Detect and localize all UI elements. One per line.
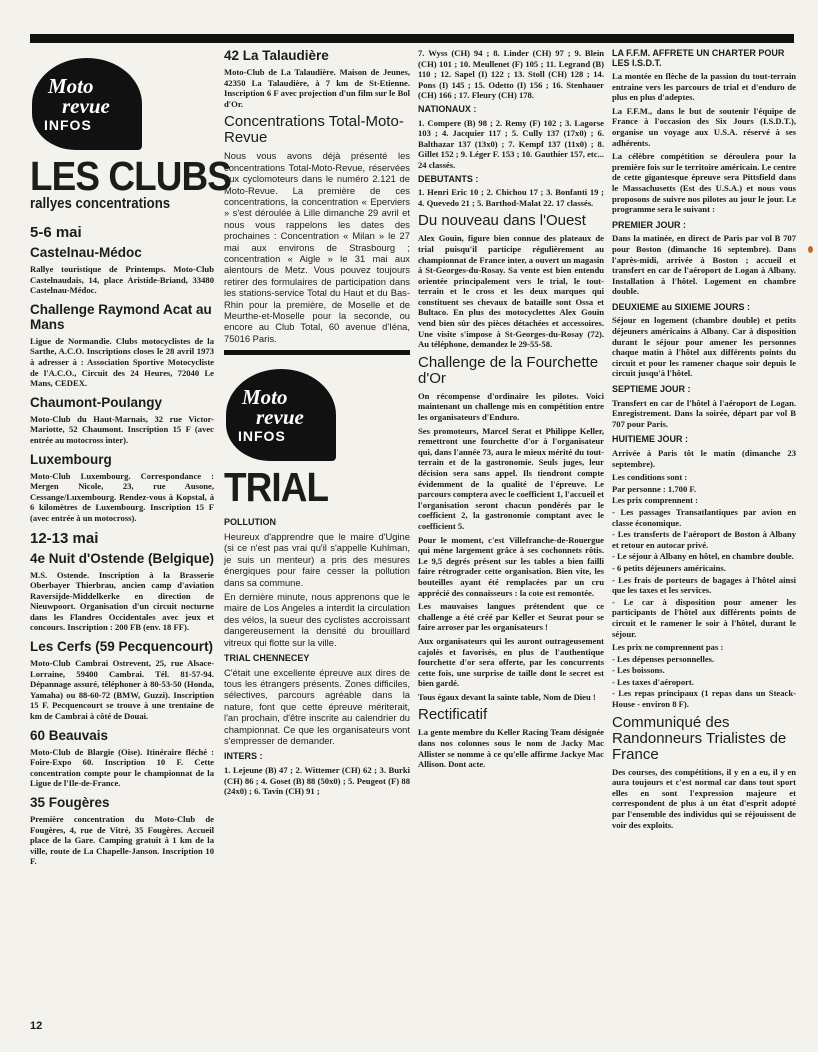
column-trial [224, 48, 410, 800]
day-text: Dans la matinée, en direct de Paris par vol B 707 pour Boston (dimanche 16 septembre). Dans l'après-midi, arrivée à Boston ; accueil et transfert en car de l'aéroport de Logan à Albany. Installation à l'hôtel. Logement en chambre double. [612, 233, 796, 297]
clubs-subtitle: rallyes concentrations [30, 195, 171, 212]
fourchette-text: Tous égaux devant la sainte table, Nom de Dieu ! [418, 691, 596, 702]
event-text: M.S. Ostende. Inscription à la Brasserie Oberbayer Thierbrau, ancien camp d'aviation Raversijde-Middelkerke en direction de Nieuwpoort. Organisation d'un circuit nocturne dans les Flandres Occidentales avec jeux et concours. Inscription : 200 FB (env. 18 FF). [30, 569, 214, 633]
rectificatif-heading: Rectificatif [418, 706, 488, 724]
event-place: Challenge Raymond Acat au Mans [30, 301, 212, 332]
chennecey-heading: TRIAL CHENNECEY [224, 652, 310, 663]
event-place: Castelnau-Médoc [30, 245, 142, 260]
fourchette-text: On récompense d'ordinaire les pilotes. Voici maintenant un challenge mis en compétition entre les organisateurs d'Enduro. [418, 390, 604, 423]
event-text: Moto-Club Cambrai Ostrevent, 25, rue Alsace-Lorraine, 59400 Cambrai. Tél. 81-57-94. Dépannage assuré, téléphoner à 80-53-50 (Honda, Yamaha) ou 88-60-72 (BMW, Guzzi). Inscription 15 F. Pecquencourt se trouve à une trentaine de km de Cambrai à côté de Douai. [30, 658, 214, 722]
event-place: Luxembourg [30, 451, 112, 467]
margin-mark [808, 246, 813, 253]
includes-item: - Les passages Transatlantiques par avion en classe économique. [612, 506, 796, 528]
day-heading: PREMIER JOUR : [612, 219, 687, 230]
ffm-text: La célèbre compétition se déroulera pour la première fois sur le territoire américain. Le centre de cette gigantesque épreuve sera Pittsfield dans le Massachusetts (Est des U.S.A.) et nous vous proposons de suivre nos pilotes au jour le jour. Le programme sera le suivant : [612, 151, 796, 215]
event-place: 60 Beauvais [30, 727, 109, 743]
includes-item: - 6 petits déjeuners américains. [612, 562, 726, 573]
includes-item: - Les frais de porteurs de bagages à l'hôtel ainsi que les taxes et les services. [612, 574, 796, 596]
includes-item: - Les transferts de l'aéroport de Boston à Albany et retour en autocar privé. [612, 529, 796, 550]
excludes-item: - Les repas principaux (1 repas dans un Steack-House - environ 8 F). [612, 688, 796, 710]
column-clubs [30, 48, 232, 870]
rectificatif-text: La gente membre du Keller Racing Team désignée dans nos colonnes sous le nom de Jacky Mac Allister se nomme à ce qu'elle affirme Jackye Mac Allison. Dont acte. [418, 727, 604, 770]
event-text: Première concentration du Moto-Club de Fougères, 4, rue de Vitré, 35 Fougères. Accueil place de la Gare. Camping gratuit à 1 km de la ville, route de La Chapelle-Janson. Inscription 10 F. [30, 814, 214, 867]
ffm-text: La F.F.M., dans le but de soutenir l'équipe de France à l'occasion des Six Jours (I.S.D.T.), organise un voyage aux U.S.A. réservé à ses adhérents. [612, 105, 796, 148]
clubs-title: LES CLUBS [30, 153, 232, 199]
fourchette-text: Les mauvaises langues prétendent que ce challenge a été créé par Keller et Seurat pour se faire arroser par les organisateurs ! [418, 601, 604, 633]
inters-heading: INTERS : [224, 751, 263, 762]
includes-heading: Les prix comprennent : [612, 495, 699, 506]
excludes-item: - Les dépenses personnelles. [612, 653, 715, 664]
pollution-text: En dernière minute, nous apprenons que le maire de Los Angeles a interdit la circulation des vélos, la sueur des cyclistes accroissant dangereusement la densité du brouillard vitreux qui flotte sur la ville. [224, 590, 410, 648]
pollution-text: Heureux d'apprendre que le maire d'Ugine (si ce n'est pas vrai qu'il s'appelle Kuhlman, je suis un menteur) a pris des mesures énergiques pour faire cesser la pollution dans sa commune. [224, 530, 410, 588]
excludes-heading: Les prix ne comprennent pas : [612, 642, 724, 653]
page-number: 12 [30, 1020, 43, 1032]
day-text: Transfert en car de l'hôtel à l'aéroport de Logan. Enregistrement. Dans la soirée, départ par vol B 707 pour Paris. [612, 397, 796, 429]
day-heading: HUITIEME JOUR : [612, 434, 689, 445]
event-text: Moto-Club Luxembourg. Correspondance : Mergen Nicole, 23, rue Ausone, Cessange/Luxembourg. Rendez-vous à Kopstal, à 6 kilomètres de Luxembourg. Inscription 15 F (avec entrée à un motocross). [30, 470, 214, 523]
talaudiere-text: Moto-Club de La Talaudière. Maison de Jeunes, 42350 La Talaudière, à 7 km de St-Etienne. Inscription 6 F avec projection d'un film sur le Bol d'Or. [224, 67, 410, 109]
randonneurs-heading: Communiqué des Randonneurs Trialistes de France [612, 713, 787, 763]
event-text: Ligue de Normandie. Clubs motocyclistes de la Sarthe, A.C.O. Inscriptions closes le 28 avril 1973 à adresser à : Association Sportive Motocycliste de l'A.C.O., Circuit des 24 Heures, 72040 Le Mans, CEDEX. [30, 335, 214, 389]
moto-revue-logo: Moto revue INFOS [226, 369, 336, 461]
debutants-results: 1. Henri Eric 10 ; 2. Chichou 17 ; 3. Bonfanti 19 ; 4. Quevedo 21 ; 5. Barthod-Malat 22. 17 classés. [418, 187, 604, 208]
trial-title: TRIAL [224, 464, 329, 511]
ouest-heading: Du nouveau dans l'Ouest [418, 212, 586, 230]
event-text: Moto-Club du Haut-Marnais, 32 rue Victor-Mariotte, 52 Chaumont. Inscription 15 F (avec entrée au motocross inter). [30, 413, 214, 445]
fourchette-heading: Challenge de la Fourchette d'Or [418, 353, 599, 387]
talaudiere-heading: 42 La Talaudière [224, 48, 329, 63]
excludes-item: - Les boissons. [612, 665, 665, 676]
ouest-text: Alex Gouin, figure bien connue des plateaux de trial puisqu'il participe régulièrement au championnat de France inter, a ouvert un magasin à St-Georges-du-Rosay. Sa vente est bien entendu orientée principalement vers le trial, le tout-terrain et le cross et les deux marques qui constituent ses chevaux de bataille sont Ossa et Bultaco. En plus des motocyclettes Alex Gouin vend bien sûr des pièces détachées et accessoires. Une visite s'impose à St-Georges-du-Rosay (72). Au téléphone, demandez le 29-55-58. [418, 233, 604, 350]
section-divider [224, 350, 410, 355]
moto-revue-logo: Moto revue INFOS [32, 58, 142, 150]
pollution-heading: POLLUTION [224, 517, 276, 528]
day-heading: DEUXIEME au SIXIEME JOURS : [612, 301, 751, 312]
event-place: 4e Nuit d'Ostende (Belgique) [30, 550, 214, 566]
includes-item: - Le car à disposition pour amener les participants de l'hôtel aux différents points de circuit et le ramener le soir à l'hôtel, durant le séjour. [612, 596, 796, 639]
randonneurs-text: Des courses, des compétitions, il y en a eu, il y en aura toujours et c'est normal car dans tout sport elles en sont l'expression majeure et correspondent de plus à un état d'esprit adopté par l'ensemble des individus qui se réjouissent de voir des exploits. [612, 766, 796, 830]
concentrations-text: Nous vous avons déjà présenté les concentrations Total-Moto-Revue, réservées aux cyclomoteurs dans le numéro 2.121 de Moto-Revue. La première de ces concentrations, la concentration « Eperviers » s'est déroulée à Lille dimanche 29 avril et nous vous rappelons les dates des prochaines : Concentration « Milan » le 27 mai aux environs de Strasbourg ; concentration « Aigle » le 31 mai aux alentours de Metz. Vous pouvez toujours retirer des formulaires de participation dans les stations-service Total du Haut et du Bas-Rhin pour la première, de Moselle et de Meurthe-et-Moselle pour la seconde, ou encore au Club Total, 60 avenue d'Iéna, 75016 Paris. [224, 150, 410, 344]
column-news [418, 48, 604, 773]
inters-results-continued: 7. Wyss (CH) 94 ; 8. Linder (CH) 97 ; 9. Blein (CH) 101 ; 10. Meullenet (F) 105 ; 11. Legrand (B) 110 ; 12. Sapel (I) 122 ; 13. Stoll (CH) 128 ; 14. Pons (I) 145 ; 15. Odetto (I) 156 ; 16. Stenhauer (CH) 166 ; 17. Fleury (CH) 178. [418, 48, 604, 101]
debutants-heading: DEBUTANTS : [418, 173, 479, 184]
conditions-label: Les conditions sont : [612, 472, 688, 483]
day-text: Séjour en logement (chambre double) et petits déjeuners américains à Albany. Car à disposition durant le séjour pour amener les personnes chaque matin à l'hôtel aux différents points du circuit et pour les ramener chaque soir depuis le circuit jusqu'à l'hôtel. [612, 315, 796, 379]
event-place: Chaumont-Poulangy [30, 394, 162, 410]
excludes-item: - Les taxes d'aéroport. [612, 676, 694, 687]
chennecey-text: C'était une excellente épreuve aux dires de tous les étrangers présents. Zones difficiles, sélectives, parcours agréable dans la nature, font que cette épreuve mériterait, l'an prochain, d'être inscrite au calendrier du championnat. Ce que les organisateurs vont s'empresser de demander. [224, 666, 410, 746]
event-place: Les Cerfs (59 Pecquencourt) [30, 639, 214, 655]
day-text: Arrivée à Paris tôt le matin (dimanche 23 septembre). [612, 448, 796, 469]
includes-item: - Le séjour à Albany en hôtel, en chambre double. [612, 551, 794, 562]
ffm-text: La montée en flèche de la passion du tout-terrain entraine vers les parcours de trial et d'enduro de plus en plus d'adeptes. [612, 71, 796, 103]
event-date: 5-6 mai [30, 224, 82, 241]
ffm-heading: LA F.F.M. AFFRETE UN CHARTER POUR LES I.S.D.T. [612, 48, 785, 68]
concentrations-heading: Concentrations Total-Moto-Revue [224, 113, 404, 147]
event-text: Rallye touristique de Printemps. Moto-Club Castelnaudais, 14, place Aristide-Briand, 33480 Castelnau-Médoc. [30, 264, 214, 296]
nationaux-heading: NATIONAUX : [418, 103, 477, 114]
price-text: Par personne : 1.700 F. [612, 483, 697, 494]
inters-results: 1. Lejeune (B) 47 ; 2. Wittemer (CH) 62 ; 3. Burki (CH) 86 ; 4. Goset (B) 88 (50x0) ; 5. Peugeot (F) 88 (24x0) ; 6. Tavin (CH) 91 ; [224, 764, 410, 797]
column-ffm [612, 48, 796, 833]
fourchette-text: Ses promoteurs, Marcel Serat et Philippe Keller, remettront une fourchette d'or à l'organisateur qui, dans l'année 73, aura le mieux mérité du tout-terrain et de la gastronomie. Seuls juges, leur décision sera sans appel. Ils tiendront compte évidemment de la qualité de l'épreuve. Le parcours comptera avec le coefficient 1, l'accueil et l'organisation seront chacun pondérés par le coefficient 2, la gastronomie comptant avec le coefficient 5. [418, 425, 604, 531]
event-text: Moto-Club de Blargie (Oise). Itinéraire fléché : Foire-Expo 60. Inscription 10 F. Cette concentration compte pour le championnat de la Ligue de l'Ile-de-France. [30, 746, 214, 789]
fourchette-text: Pour le moment, c'est Villefranche-de-Rouergue qui mène largement grâce à ses cochonnets rôtis. Le 9,5 degrés présent sur les tables a bien failli faire rétrograder cette organisation. Bien vite, les bouteilles ayant été remplacées par un cru apprécié des connaisseurs : la cote est remontée. [418, 534, 604, 598]
fourchette-text: Aux organisateurs qui les auront outrageusement cajolés et favorisés, en plus de l'authentique fourchette d'or sera offerte, par les concurrents cette fois, une surprise de taille dont le secret est bien gardé. [418, 635, 604, 689]
event-date: 12-13 mai [30, 529, 99, 547]
nationaux-results: 1. Compere (B) 98 ; 2. Remy (F) 102 ; 3. Lagorse 103 ; 4. Jacquier 117 ; 5. Cully 137 (17x0) ; 6. Balthazar 137 (13x0) ; 7. Kempf 137 (11x0) ; 8. Gillet 152 ; 9. Léger F. 153 ; 10. Gauthier 157, etc... 24 classés. [418, 117, 605, 170]
day-heading: SEPTIEME JOUR : [612, 384, 691, 395]
event-place: 35 Fougères [30, 795, 110, 810]
top-rule [30, 34, 794, 43]
